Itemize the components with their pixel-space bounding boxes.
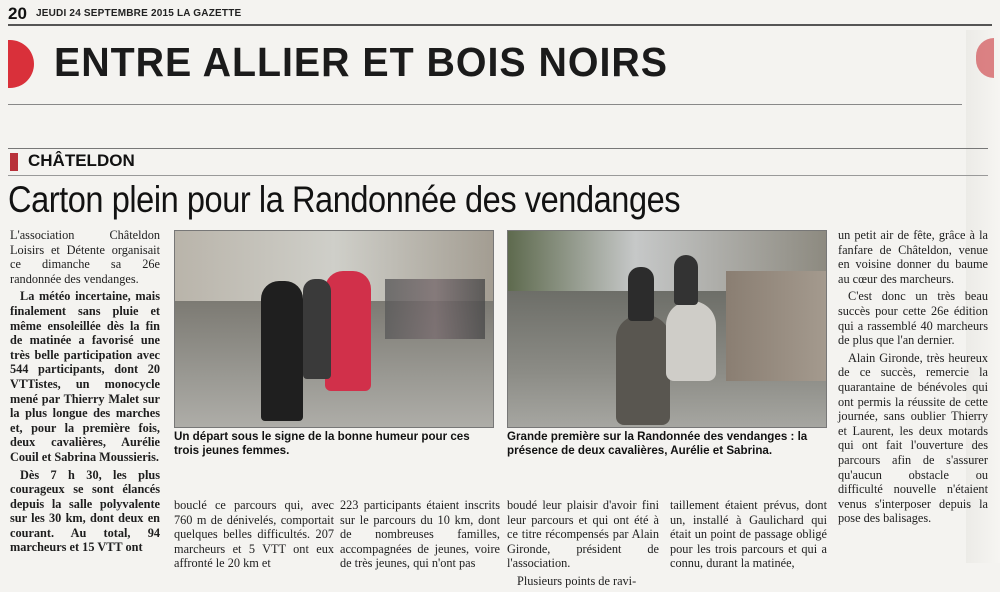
page-number: 20: [8, 4, 27, 23]
photo-horse-front: [616, 315, 670, 425]
paragraph: L'association Châteldon Loisirs et Détente organisait ce dimanche sa 26e randonnée des vendanges.: [10, 228, 160, 286]
photo-house: [726, 271, 826, 381]
commune-name: CHÂTELDON: [28, 151, 135, 170]
photo-caption-2: Grande première sur la Randonnée des vendanges : la présence de deux cavalières, Aurélie et Sabrina.: [507, 430, 808, 457]
paragraph: un petit air de fête, grâce à la fanfare de Châteldon, venue en voisine donner du baume au cœur des marcheurs.: [838, 228, 988, 286]
article-headline: Carton plein pour la Randonnée des vendanges: [8, 179, 681, 220]
page-header: [8, 6, 992, 26]
paragraph: Plusieurs points de ravi-: [517, 573, 637, 588]
photo-horse-white: [666, 301, 716, 381]
article-column-4: [507, 498, 659, 592]
photo-rider-2: [674, 255, 698, 305]
photo-riders: [507, 230, 827, 428]
commune-bar: [8, 148, 988, 176]
paragraph: boudé leur plaisir d'avoir fini leur parcours et qui ont été à ce titre récompensés par Alain Gironde, président de l'association.: [507, 498, 659, 571]
photo-figure-dark: [261, 281, 303, 421]
photo-figure-pink: [325, 271, 371, 391]
paragraph: Alain Gironde, très heureux de ce succès, remercie la quarantaine de bénévoles qui ont permis la réussite de cette journée, sans oublier Thierry et Laurent, les deux motards qui ont fait l'ouverture des parcours afin de s'assurer qu'aucun obstacle ou difficulté nouvelle n'étaient venus s'interposer depuis la pose des balisages.: [838, 350, 988, 526]
paragraph: C'est donc un très beau succès pour cette 26e édition qui a rassemblé 40 marcheurs de plus que l'an dernier.: [838, 289, 988, 348]
section-accent-tab: [8, 40, 34, 88]
photo-figure-middle: [303, 279, 331, 379]
section-title: ENTRE ALLIER ET BOIS NOIRS: [54, 39, 668, 85]
article-column-1: [10, 228, 160, 558]
date-line: JEUDI 24 SEPTEMBRE 2015 LA GAZETTE: [36, 8, 242, 19]
paragraph: bouclé ce parcours qui, avec 760 m de dénivelés, comportait quelques belles difficultés. 207 marcheurs et 5 VTT ont eux affronté le 20 km et: [174, 498, 334, 571]
paragraph: taillement étaient prévus, dont un, installé à Gaulichard qui était un point de passage obligé pour les trois parcours et qui a connu, durant la matinée,: [670, 498, 827, 571]
photo-caption-1: Un départ sous le signe de la bonne humeur pour ces trois jeunes femmes.: [174, 430, 470, 457]
photo-hikers: [174, 230, 494, 428]
photo-crowd: [385, 279, 485, 339]
commune-accent-tab: [10, 153, 18, 171]
paragraph: La météo incertaine, mais finalement sans pluie et même ensoleillée dès la fin de matinée a favorisé une très belle participation avec 544 participants, dont 20 VTTistes, un monocycle mené par Thierry Malet sur la plus longue des marches et, pour la première fois, deux cavalières, Aurélie Couil et Sabrina Moussieris.: [10, 289, 160, 464]
photo-rider-1: [628, 267, 654, 321]
article-column-6: [838, 228, 988, 529]
paragraph: Dès 7 h 30, les plus courageux se sont élancés depuis la salle polyvalente sur les 30 km, dont deux en courant. Au total, 94 marcheurs et 15 VTT ont: [10, 467, 160, 555]
paragraph: 223 participants étaient inscrits sur le parcours du 10 km, dont de nombreuses familles, accompagnées de jeunes, voire de très jeunes, qui n'ont pas: [340, 498, 500, 571]
section-band: [8, 30, 962, 105]
